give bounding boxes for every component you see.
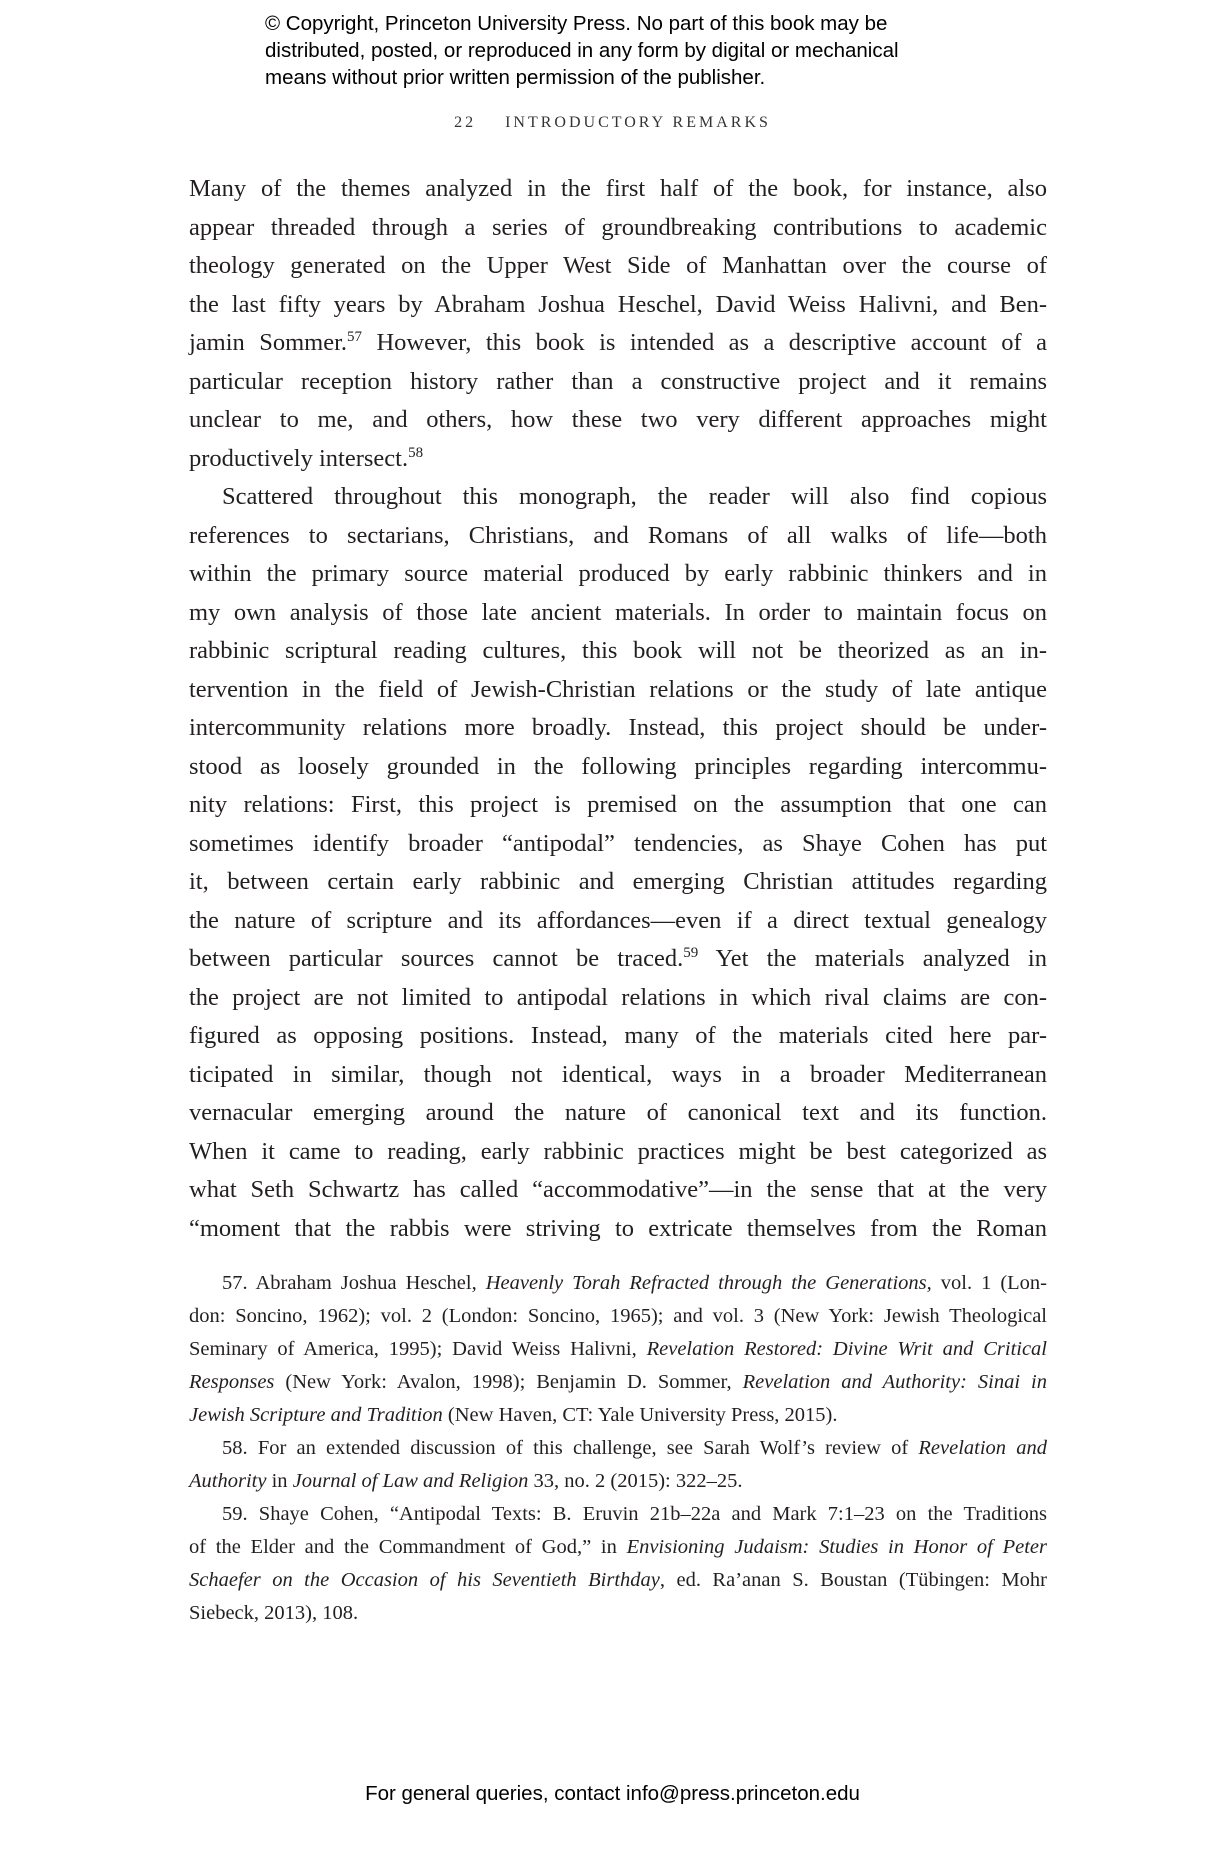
text-line <box>189 786 1047 825</box>
text-line <box>189 1333 1047 1366</box>
text-run: particular reception history rather than a constructive project and it remains <box>189 367 1047 395</box>
text-line <box>189 401 1047 440</box>
text-line <box>189 825 1047 864</box>
italic-text: Responses <box>189 1371 275 1393</box>
text-run: the project are not limited to antipodal relations in which rival claims are con- <box>189 983 1047 1011</box>
copyright-line: means without prior written permission of the publisher. <box>265 66 766 89</box>
text-run: the last fifty years by Abraham Joshua Heschel, David Weiss Halivni, and Ben- <box>189 290 1047 318</box>
text-run: Yet the materials analyzed in <box>698 945 1047 972</box>
text-run: 59. Shaye Cohen, “Antipodal Texts: B. Eruvin 21b–22a and Mark 7:1–23 on the Traditions <box>222 1503 1047 1525</box>
footnotes <box>189 1267 1047 1630</box>
text-line <box>189 671 1047 710</box>
italic-text: Heavenly Torah Refracted through the Generations, <box>485 1272 932 1294</box>
text-run: (New York: Avalon, 1998); Benjamin D. Sommer, <box>274 1371 743 1393</box>
text-run: ticipated in similar, though not identical, ways in a broader Mediterranean <box>189 1060 1047 1088</box>
text-run: theology generated on the Upper West Side of Manhattan over the course of <box>189 252 1047 279</box>
text-line <box>189 247 1047 286</box>
text-line <box>189 594 1047 633</box>
text-run: (New Haven, CT: Yale University Press, 2015). <box>442 1404 838 1426</box>
text-run: jamin Sommer. <box>189 329 348 356</box>
text-line <box>189 440 1047 479</box>
text-run: 58. For an extended discussion of this challenge, see Sarah Wolf’s review of <box>222 1437 919 1459</box>
text-line <box>189 1017 1047 1056</box>
text-line <box>189 979 1047 1018</box>
text-line <box>189 1465 1047 1498</box>
text-line <box>189 1210 1047 1249</box>
italic-text: Revelation and <box>918 1437 1048 1459</box>
footnote-ref[interactable]: 57 <box>347 329 363 345</box>
text-line <box>189 1531 1047 1564</box>
text-run: When it came to reading, early rabbinic practices might be best categorized as <box>189 1137 1047 1165</box>
text-run: vernacular emerging around the nature of canonical text and its function. <box>189 1099 1047 1126</box>
italic-text: Journal of Law and Religion <box>292 1470 529 1492</box>
italic-text: Jewish Scripture and Tradition <box>189 1404 443 1426</box>
text-run: it, between certain early rabbinic and emerging Christian attitudes regarding <box>189 868 1047 895</box>
text-run: rabbinic scriptural reading cultures, this book will not be theorized as an in- <box>189 637 1047 664</box>
text-line <box>189 1432 1047 1465</box>
text-run: Seminary of America, 1995); David Weiss Halivni, <box>189 1338 647 1360</box>
text-line <box>189 1498 1047 1531</box>
text-run: stood as loosely grounded in the following principles regarding intercommu- <box>189 752 1047 780</box>
text-line <box>189 1564 1047 1597</box>
footnote <box>189 1432 1047 1498</box>
running-head <box>0 114 1225 132</box>
text-run: , ed. Ra’anan S. Boustan (Tübingen: Mohr <box>659 1569 1047 1591</box>
text-line <box>189 632 1047 671</box>
text-line <box>189 1267 1047 1300</box>
copyright-notice <box>265 10 1025 91</box>
text-run: appear threaded through a series of groundbreaking contributions to academic <box>189 213 1047 241</box>
text-run: my own analysis of those late ancient materials. In order to maintain focus on <box>189 598 1047 626</box>
text-run: tervention in the field of Jewish-Christian relations or the study of late antique <box>189 675 1047 703</box>
copyright-line: distributed, posted, or reproduced in any form by digital or mechanical <box>265 39 899 62</box>
text-line <box>189 286 1047 325</box>
text-line <box>189 902 1047 941</box>
text-run: Siebeck, 2013), 108. <box>189 1602 359 1624</box>
text-line <box>189 478 1047 517</box>
text-line <box>189 324 1047 363</box>
text-run: within the primary source material produced by early rabbinic thinkers and in <box>189 560 1047 587</box>
text-line <box>189 1300 1047 1333</box>
text-line <box>189 555 1047 594</box>
text-line <box>189 1094 1047 1133</box>
text-run: 57. Abraham Joshua Heschel, <box>222 1272 486 1294</box>
text-line <box>189 1133 1047 1172</box>
text-line <box>189 1597 1047 1630</box>
text-run: references to sectarians, Christians, and Romans of all walks of life—both <box>189 521 1047 549</box>
text-run: what Seth Schwartz has called “accommodative”—in the sense that at the very <box>189 1176 1047 1203</box>
text-run: Many of the themes analyzed in the first half of the book, for instance, also <box>189 175 1047 202</box>
footnote-ref[interactable]: 59 <box>683 945 699 961</box>
text-line <box>189 1171 1047 1210</box>
text-run: 33, no. 2 (2015): 322–25. <box>528 1470 743 1492</box>
text-run: productively intersect. <box>189 444 409 472</box>
italic-text: Authority <box>189 1470 267 1492</box>
body-text <box>189 170 1047 1248</box>
footer-contact: For general queries, contact info@press.princeton.edu <box>365 1782 860 1805</box>
footnote <box>189 1267 1047 1432</box>
copyright-line: © Copyright, Princeton University Press. No part of this book may be <box>265 12 888 35</box>
text-line <box>189 1366 1047 1399</box>
text-run: unclear to me, and others, how these two very different approaches might <box>189 406 1047 433</box>
text-run: “moment that the rabbis were striving to extricate themselves from the Roman <box>189 1214 1047 1242</box>
text-run: in <box>266 1470 293 1492</box>
text-line <box>189 170 1047 209</box>
chapter-title: INTRODUCTORY REMARKS <box>505 114 771 131</box>
text-run: nity relations: First, this project is premised on the assumption that one can <box>189 791 1047 818</box>
paragraph <box>189 170 1047 478</box>
text-line <box>189 940 1047 979</box>
text-line <box>189 863 1047 902</box>
text-line <box>189 1056 1047 1095</box>
text-line <box>189 1399 1047 1432</box>
text-run: figured as opposing positions. Instead, many of the materials cited here par- <box>189 1022 1047 1049</box>
text-run: Scattered throughout this monograph, the reader will also find copious <box>222 483 1047 510</box>
text-line <box>189 517 1047 556</box>
text-run: the nature of scripture and its affordances—even if a direct textual genealogy <box>189 906 1047 934</box>
italic-text: Schaefer on the Occasion of his Seventieth Birthday <box>189 1569 660 1591</box>
italic-text: Envisioning Judaism: Studies in Honor of Peter <box>626 1536 1047 1558</box>
text-run: don: Soncino, 1962); vol. 2 (London: Soncino, 1965); and vol. 3 (New York: Jewish Theological <box>189 1305 1047 1327</box>
text-run: intercommunity relations more broadly. Instead, this project should be under- <box>189 714 1047 741</box>
text-line <box>189 209 1047 248</box>
footnote <box>189 1498 1047 1630</box>
text-line <box>189 748 1047 787</box>
text-run: However, this book is intended as a descriptive account of a <box>362 329 1048 356</box>
text-run: between particular sources cannot be traced. <box>189 945 684 972</box>
italic-text: Revelation and Authority: Sinai in <box>742 1371 1047 1393</box>
footnote-ref[interactable]: 58 <box>408 444 424 461</box>
page-number: 22 <box>454 114 477 131</box>
text-run: sometimes identify broader “antipodal” tendencies, as Shaye Cohen has put <box>189 829 1047 857</box>
text-line <box>189 709 1047 748</box>
text-run: vol. 1 (Lon- <box>931 1272 1047 1294</box>
text-run: of the Elder and the Commandment of God,” in <box>189 1536 627 1558</box>
paragraph <box>189 478 1047 1248</box>
italic-text: Revelation Restored: Divine Writ and Critical <box>646 1338 1047 1360</box>
text-line <box>189 363 1047 402</box>
